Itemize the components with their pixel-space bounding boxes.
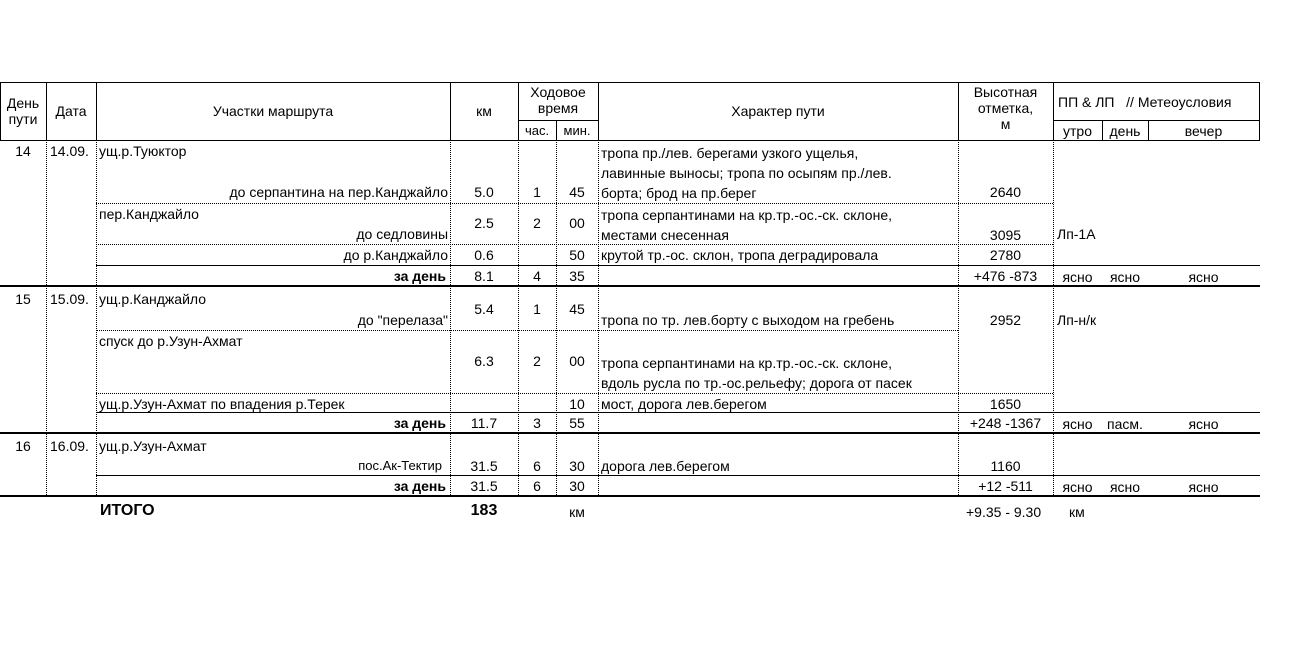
- row-divider: [96, 475, 1260, 476]
- header-morning: утро: [1063, 123, 1092, 139]
- header-subrow-line: [518, 120, 598, 121]
- section-to: до серпантина на пер.Канджайло: [229, 184, 448, 200]
- section-km: 31.5: [470, 458, 498, 474]
- section-path: мост, дорога лев.берегом: [601, 396, 767, 412]
- row-divider: [96, 203, 1053, 204]
- section-minutes: 00: [569, 353, 585, 369]
- header-day: День пути: [6, 95, 40, 127]
- header-hours: час.: [524, 123, 550, 138]
- section-altitude: 2640: [989, 184, 1022, 200]
- row-divider: [96, 244, 1053, 245]
- weather-daytime: ясно: [1109, 479, 1141, 495]
- header-sections: Участки маршрута: [212, 103, 334, 119]
- header-weather-title: ПП & ЛП // Метеоусловия: [1058, 94, 1232, 110]
- grand-total-km: 183: [470, 502, 498, 519]
- col-border: [46, 140, 47, 495]
- weather-evening: ясно: [1188, 416, 1219, 432]
- section-from: пер.Канджайло: [99, 206, 199, 222]
- row-divider: [96, 412, 1260, 413]
- section-hours: 2: [533, 215, 541, 231]
- section-minutes: 45: [569, 301, 585, 317]
- section-from: ущ.р.Туюктор: [99, 143, 187, 159]
- section-altitude: 3095: [989, 227, 1022, 243]
- day-total-hours: 3: [533, 415, 541, 431]
- grand-total-altitude-unit: км: [1069, 504, 1085, 520]
- section-minutes: 00: [569, 215, 585, 231]
- day-separator: [0, 285, 1260, 287]
- weather-morning: ясно: [1062, 269, 1093, 285]
- header-km: км: [476, 103, 492, 119]
- weather-daytime: пасм.: [1107, 416, 1143, 432]
- section-altitude: 2780: [989, 247, 1022, 263]
- header-path-character: Характер пути: [731, 103, 825, 119]
- day-date: 15.09.: [50, 291, 89, 307]
- section-path: дорога лев.берегом: [601, 458, 730, 474]
- day-number: 15: [15, 291, 31, 307]
- section-minutes: 30: [569, 458, 585, 474]
- weather-evening: ясно: [1188, 269, 1219, 285]
- day-total-label: за день: [393, 478, 446, 494]
- header-date: Дата: [55, 103, 87, 119]
- day-date: 14.09.: [50, 143, 89, 159]
- header-altitude: Высотная отметка, м: [973, 84, 1038, 132]
- day-total-altitude: +12 -511: [978, 478, 1033, 494]
- day-total-km: 11.7: [470, 415, 498, 431]
- section-km: 5.0: [474, 184, 494, 200]
- section-altitude: 1160: [990, 458, 1021, 474]
- row-divider: [96, 393, 1053, 394]
- table-bottom-border: [0, 495, 1260, 497]
- day-total-km: 31.5: [470, 478, 498, 494]
- grand-total-label: ИТОГО: [100, 502, 155, 519]
- row-divider: [96, 330, 958, 331]
- section-to: до р.Канджайло: [343, 247, 448, 263]
- section-km: 0.6: [474, 247, 494, 263]
- day-total-altitude: +248 -1367: [969, 415, 1042, 431]
- col-border: [1053, 140, 1054, 495]
- table-top-border: [0, 82, 1260, 83]
- header-minutes: мин.: [563, 123, 591, 138]
- day-total-minutes: 30: [569, 478, 585, 494]
- header-subrow-line: [1053, 120, 1260, 121]
- day-total-km: 8.1: [474, 268, 494, 284]
- section-path: тропа пр./лев. берегами узкого ущелья, лавинные выносы; тропа по осыпям пр./лев. борта; брод на пр.берег: [601, 145, 892, 201]
- day-total-hours: 6: [533, 478, 541, 494]
- section-to: пос.Ак-Тектир: [358, 458, 442, 473]
- section-from: спуск до р.Узун-Ахмат: [99, 333, 243, 349]
- section-from: ущ.р.Канджайло: [99, 291, 207, 307]
- day-separator: [0, 432, 1260, 434]
- section-path: крутой тр.-ос. склон, тропа деградировала: [601, 247, 879, 263]
- day-total-altitude: +476 -873: [973, 268, 1038, 284]
- weather-morning: ясно: [1062, 479, 1093, 495]
- section-minutes: 10: [569, 396, 585, 412]
- grand-total-km-unit: км: [569, 504, 585, 520]
- pass-category: Лп-н/к: [1057, 312, 1097, 328]
- header-walk-time: Ходовое время: [530, 84, 586, 116]
- day-total-hours: 4: [533, 268, 541, 284]
- col-border: [598, 140, 599, 495]
- section-to: до седловины: [356, 226, 448, 242]
- section-to: до "перелаза": [357, 312, 448, 328]
- section-km: 6.3: [474, 353, 494, 369]
- day-total-label: за день: [393, 268, 446, 284]
- col-border: [1259, 82, 1260, 140]
- section-hours: 1: [533, 184, 541, 200]
- weather-morning: ясно: [1062, 416, 1093, 432]
- day-total-minutes: 35: [569, 268, 585, 284]
- section-from: ущ.р.Узун-Ахмат по впадения р.Терек: [99, 396, 345, 412]
- weather-daytime: ясно: [1109, 269, 1141, 285]
- day-number: 14: [15, 143, 31, 159]
- section-altitude: 2952: [989, 312, 1022, 328]
- section-from: ущ.р.Узун-Ахмат: [99, 438, 207, 454]
- section-altitude: 1650: [989, 396, 1022, 412]
- grand-total-altitude: +9.35 - 9.30: [966, 504, 1042, 520]
- section-hours: 6: [533, 458, 541, 474]
- section-path: тропа по тр. лев.борту с выходом на гребень: [601, 312, 895, 328]
- section-hours: 2: [533, 353, 541, 369]
- section-minutes: 50: [569, 247, 585, 263]
- section-km: 2.5: [474, 215, 494, 231]
- section-path: тропа серпантинами на кр.тр.-ос.-ск. склоне, местами снесенная: [601, 207, 892, 243]
- pass-category: Лп-1А: [1057, 226, 1096, 242]
- section-path: тропа серпантинами на кр.тр.-ос.-ск. склоне, вдоль русла по тр.-ос.рельефу; дорога от пасек: [601, 355, 912, 391]
- day-number: 16: [15, 438, 31, 454]
- day-total-minutes: 55: [569, 415, 585, 431]
- header-evening: вечер: [1184, 123, 1223, 139]
- day-total-label: за день: [393, 415, 446, 431]
- weather-evening: ясно: [1188, 479, 1219, 495]
- section-minutes: 45: [569, 184, 585, 200]
- day-date: 16.09.: [50, 438, 89, 454]
- section-hours: 1: [533, 301, 541, 317]
- header-daytime: день: [1109, 123, 1141, 139]
- section-km: 5.4: [474, 301, 494, 317]
- row-divider: [96, 265, 1260, 266]
- header-bottom-border: [0, 140, 1260, 141]
